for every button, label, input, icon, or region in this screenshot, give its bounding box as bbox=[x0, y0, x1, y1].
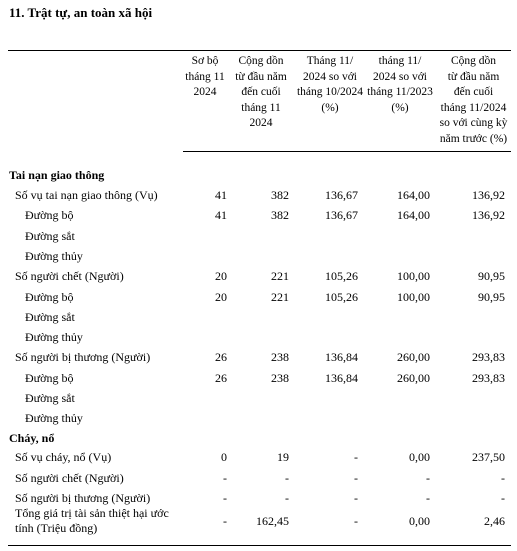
table-row bbox=[0, 470, 517, 490]
row-label: Đường sắt bbox=[25, 309, 75, 324]
row-value: 100,00 bbox=[397, 269, 430, 284]
row-value: 26 bbox=[215, 370, 227, 385]
column-header-line: tháng 11 bbox=[241, 101, 281, 114]
row-value: - bbox=[285, 491, 289, 505]
row-label: Số người bị thương (Người) bbox=[15, 350, 151, 365]
row-value: 41 bbox=[215, 208, 227, 223]
row-value: - bbox=[354, 450, 358, 464]
table-row bbox=[0, 349, 517, 369]
row-value: 100,00 bbox=[397, 289, 430, 304]
table-row bbox=[0, 268, 517, 288]
row-value: 260,00 bbox=[397, 370, 430, 385]
row-value: 105,26 bbox=[325, 289, 358, 304]
row-value: - bbox=[354, 514, 358, 528]
row-value: - bbox=[354, 491, 358, 505]
row-label: Số vụ tai nạn giao thông (Vụ) bbox=[15, 188, 158, 202]
row-value: 221 bbox=[271, 269, 289, 284]
column-header-line: Cộng dồn bbox=[238, 55, 284, 67]
row-value: 221 bbox=[271, 289, 289, 304]
row-value: 2,46 bbox=[484, 514, 505, 528]
row-value: 238 bbox=[271, 350, 289, 365]
table-row-property-damage bbox=[0, 506, 517, 540]
row-value: - bbox=[223, 470, 227, 485]
row-value: - bbox=[223, 514, 227, 528]
row-value: - bbox=[223, 491, 227, 505]
column-header-line: từ đầu năm bbox=[447, 70, 500, 83]
row-value: - bbox=[426, 470, 430, 485]
table-row bbox=[0, 390, 517, 410]
row-value: 382 bbox=[271, 208, 289, 223]
row-value: 293,83 bbox=[472, 370, 505, 385]
row-value: 136,92 bbox=[472, 188, 505, 202]
category-heading: Tai nạn giao thông bbox=[9, 168, 105, 182]
row-value: 90,95 bbox=[478, 289, 505, 304]
row-value: - bbox=[501, 470, 505, 485]
table-row bbox=[0, 228, 517, 248]
row-label: Đường thủy bbox=[25, 411, 83, 426]
table-row bbox=[0, 207, 517, 227]
row-value: 19 bbox=[277, 450, 289, 464]
row-value: 136,67 bbox=[325, 208, 358, 223]
column-header-line: tháng 11/ bbox=[378, 55, 422, 67]
column-header-line: Cộng dồn bbox=[450, 55, 497, 67]
column-header-1 bbox=[183, 54, 227, 101]
row-value: - bbox=[285, 470, 289, 485]
row-value: 26 bbox=[215, 350, 227, 365]
row-value: 162,45 bbox=[256, 514, 289, 528]
column-header-line: so với cùng kỳ bbox=[439, 117, 508, 129]
column-header-line: tháng 11/2023 bbox=[367, 86, 433, 98]
row-value: 136,84 bbox=[325, 350, 358, 365]
column-header-line: (%) bbox=[391, 101, 409, 114]
column-header-line: từ đầu năm bbox=[235, 70, 287, 83]
row-label: Đường bộ bbox=[25, 370, 74, 385]
column-header-4 bbox=[364, 54, 436, 116]
row-label: Đường thủy bbox=[25, 248, 83, 263]
row-label: Số người chết (Người) bbox=[15, 269, 124, 284]
row-value: 293,83 bbox=[472, 350, 505, 365]
row-value: 136,67 bbox=[325, 188, 358, 202]
table-top-rule bbox=[8, 50, 511, 51]
row-value: 136,84 bbox=[325, 370, 358, 385]
row-label: Đường bộ bbox=[25, 208, 74, 223]
column-header-line: tháng 11 bbox=[185, 70, 225, 83]
row-value: 20 bbox=[215, 289, 227, 304]
row-label: Số người chết (Người) bbox=[15, 470, 124, 485]
column-header-line: tháng 10/2024 bbox=[296, 86, 364, 98]
table-row bbox=[0, 289, 517, 309]
table-row bbox=[0, 329, 517, 349]
row-label: Số người bị thương (Người) bbox=[15, 491, 151, 505]
column-header-line: năm trước (%) bbox=[439, 132, 508, 145]
row-label: Số vụ cháy, nổ (Vụ) bbox=[15, 450, 112, 464]
column-header-2 bbox=[228, 54, 294, 132]
row-value: 41 bbox=[215, 188, 227, 202]
row-value: 105,26 bbox=[325, 269, 358, 284]
table-row bbox=[0, 449, 517, 469]
column-header-line: 2024 so với bbox=[372, 70, 427, 83]
row-label: Đường thủy bbox=[25, 330, 83, 345]
table-row bbox=[0, 309, 517, 329]
row-value: 260,00 bbox=[397, 350, 430, 365]
column-header-line: (%) bbox=[321, 101, 339, 114]
row-label-line: Tổng giá trị tài sản thiệt hại ước bbox=[15, 506, 169, 520]
column-header-line: Sơ bộ bbox=[191, 55, 219, 67]
row-value: 164,00 bbox=[397, 208, 430, 223]
column-header-line: tháng 11/2024 bbox=[440, 101, 507, 114]
table-row bbox=[0, 187, 517, 207]
column-header-line: đến cuối bbox=[453, 86, 494, 98]
row-value: 237,50 bbox=[472, 450, 505, 464]
column-header-3 bbox=[293, 54, 367, 116]
header-bottom-rule bbox=[183, 151, 511, 152]
row-value: 238 bbox=[271, 370, 289, 385]
category-heading: Cháy, nổ bbox=[9, 431, 55, 445]
column-header-line: Tháng 11/ bbox=[306, 55, 354, 67]
table-row bbox=[0, 410, 517, 430]
row-value: 382 bbox=[271, 188, 289, 202]
row-value: - bbox=[501, 491, 505, 505]
row-value: 136,92 bbox=[472, 208, 505, 223]
section-title: 11. Trật tự, an toàn xã hội bbox=[9, 5, 153, 20]
column-header-line: đến cuối bbox=[241, 86, 281, 98]
row-label: Đường sắt bbox=[25, 391, 75, 405]
row-value: 0 bbox=[221, 450, 227, 464]
row-value: - bbox=[426, 491, 430, 505]
table-row bbox=[0, 370, 517, 390]
row-value: 90,95 bbox=[478, 269, 505, 284]
row-value: 0,00 bbox=[409, 514, 430, 528]
column-header-line: 2024 bbox=[249, 117, 273, 129]
row-value: 164,00 bbox=[397, 188, 430, 202]
column-header-line: 2024 bbox=[193, 86, 217, 98]
row-value: 0,00 bbox=[409, 450, 430, 464]
table-row bbox=[0, 248, 517, 268]
column-header-line: 2024 so với bbox=[302, 70, 357, 83]
row-value: 20 bbox=[215, 269, 227, 284]
row-label bbox=[15, 506, 169, 536]
row-label: Đường bộ bbox=[25, 289, 74, 304]
table-bottom-rule bbox=[8, 545, 511, 546]
row-label-line: tính (Triệu đồng) bbox=[15, 521, 98, 535]
row-label: Đường sắt bbox=[25, 228, 75, 243]
column-header-5 bbox=[436, 54, 511, 147]
row-value: - bbox=[354, 470, 358, 485]
